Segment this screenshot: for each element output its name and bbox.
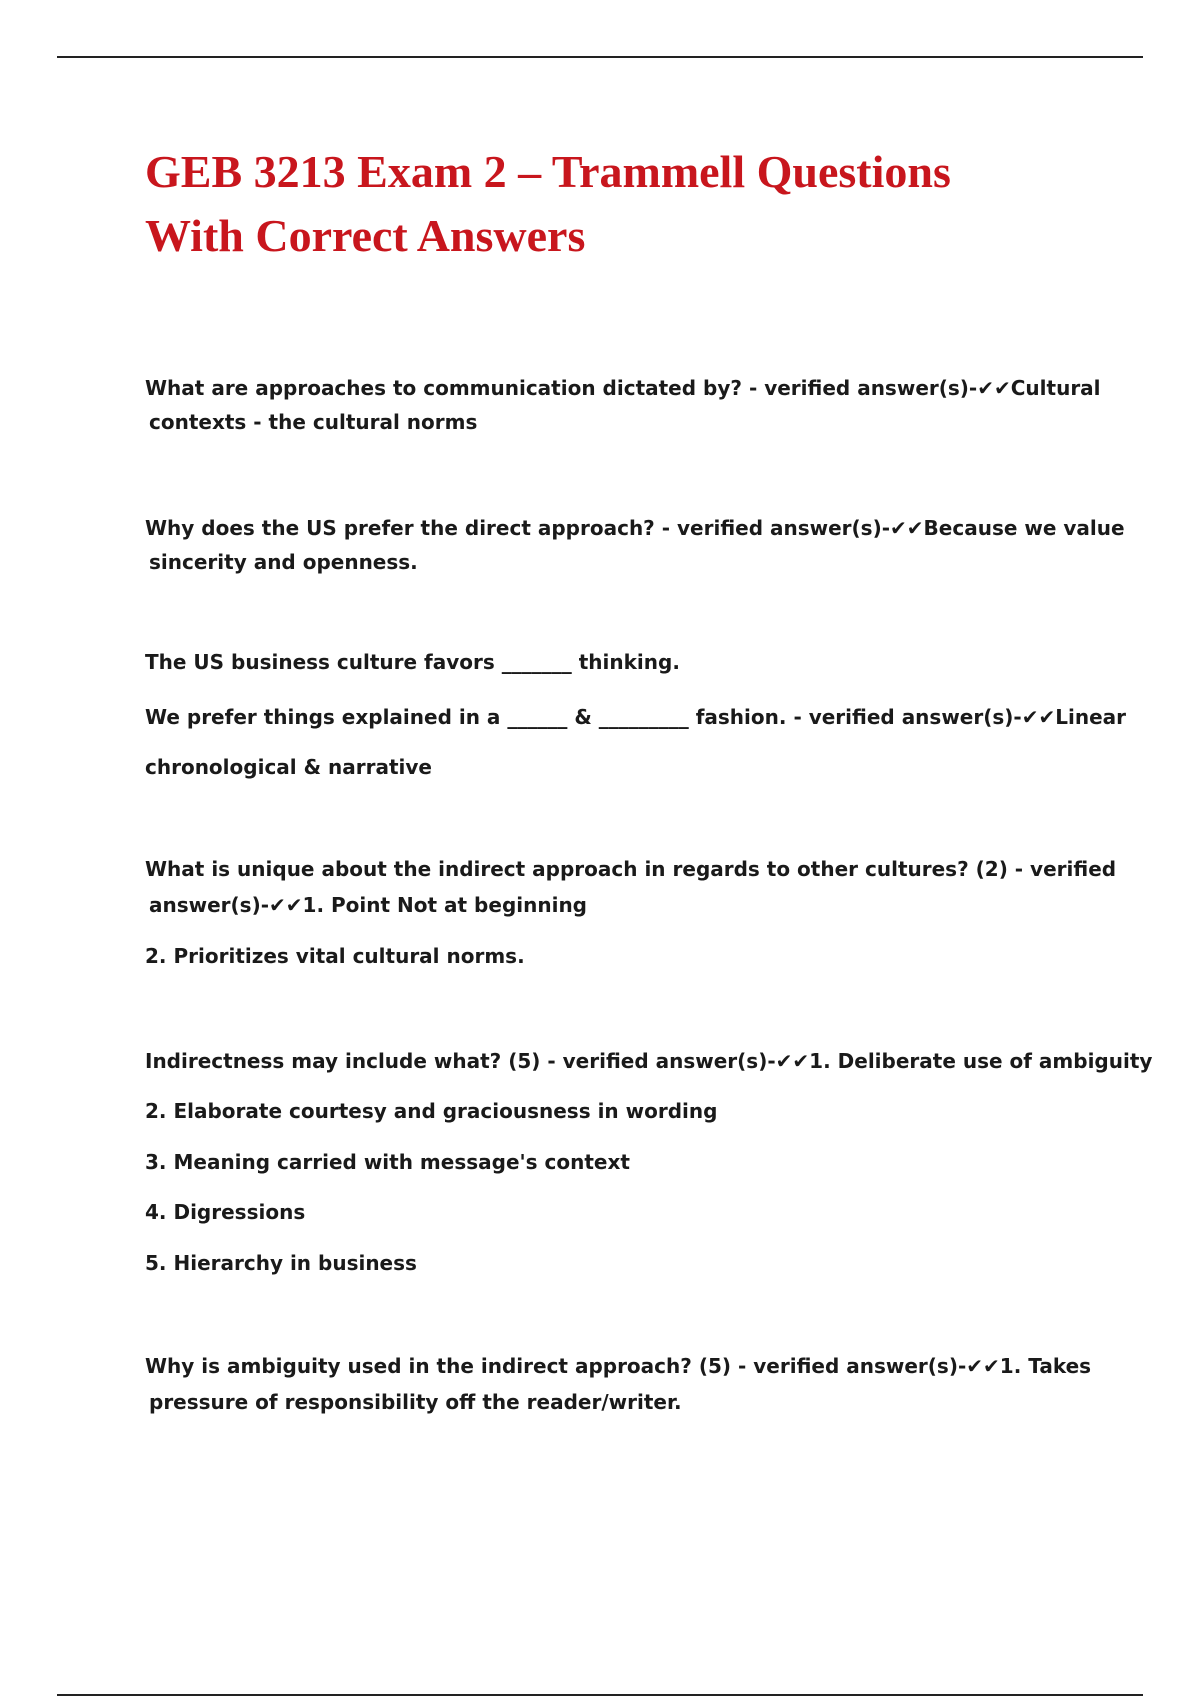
answer-text: 2. Prioritizes vital cultural norms.	[145, 944, 525, 968]
title-line-1: GEB 3213 Exam 2 – Trammell Questions	[145, 146, 951, 197]
answer-text: 2. Elaborate courtesy and graciousness in wording	[145, 1099, 718, 1123]
answer-text: 4. Digressions	[145, 1200, 306, 1224]
answer-text: 3. Meaning carried with message's context	[145, 1150, 630, 1174]
answer-text: pressure of responsibility off the reader/writer.	[149, 1390, 682, 1414]
question-text: We prefer things explained in a ______ & _________ fashion. - verified answer(s)-✔✔Linear	[145, 705, 1126, 729]
answer-text: answer(s)-✔✔1. Point Not at beginning	[149, 893, 587, 917]
question-text: The US business culture favors _______ thinking.	[145, 650, 680, 674]
page-title	[145, 140, 1105, 268]
question-text: Indirectness may include what? (5) - verified answer(s)-✔✔1. Deliberate use of ambiguity	[145, 1049, 1153, 1073]
question-text: What are approaches to communication dictated by? - verified answer(s)-✔✔Cultural	[145, 376, 1101, 400]
question-text: Why is ambiguity used in the indirect approach? (5) - verified answer(s)-✔✔1. Takes	[145, 1354, 1092, 1378]
answer-text: sincerity and openness.	[149, 550, 418, 574]
question-text: Why does the US prefer the direct approach? - verified answer(s)-✔✔Because we value	[145, 516, 1125, 540]
answer-text: contexts - the cultural norms	[149, 410, 478, 434]
top-rule	[57, 56, 1143, 58]
bottom-rule	[57, 1694, 1143, 1696]
question-text: What is unique about the indirect approach in regards to other cultures? (2) - verified	[145, 857, 1117, 881]
title-line-2: With Correct Answers	[145, 210, 586, 261]
answer-text: chronological & narrative	[145, 755, 432, 779]
answer-text: 5. Hierarchy in business	[145, 1251, 417, 1275]
